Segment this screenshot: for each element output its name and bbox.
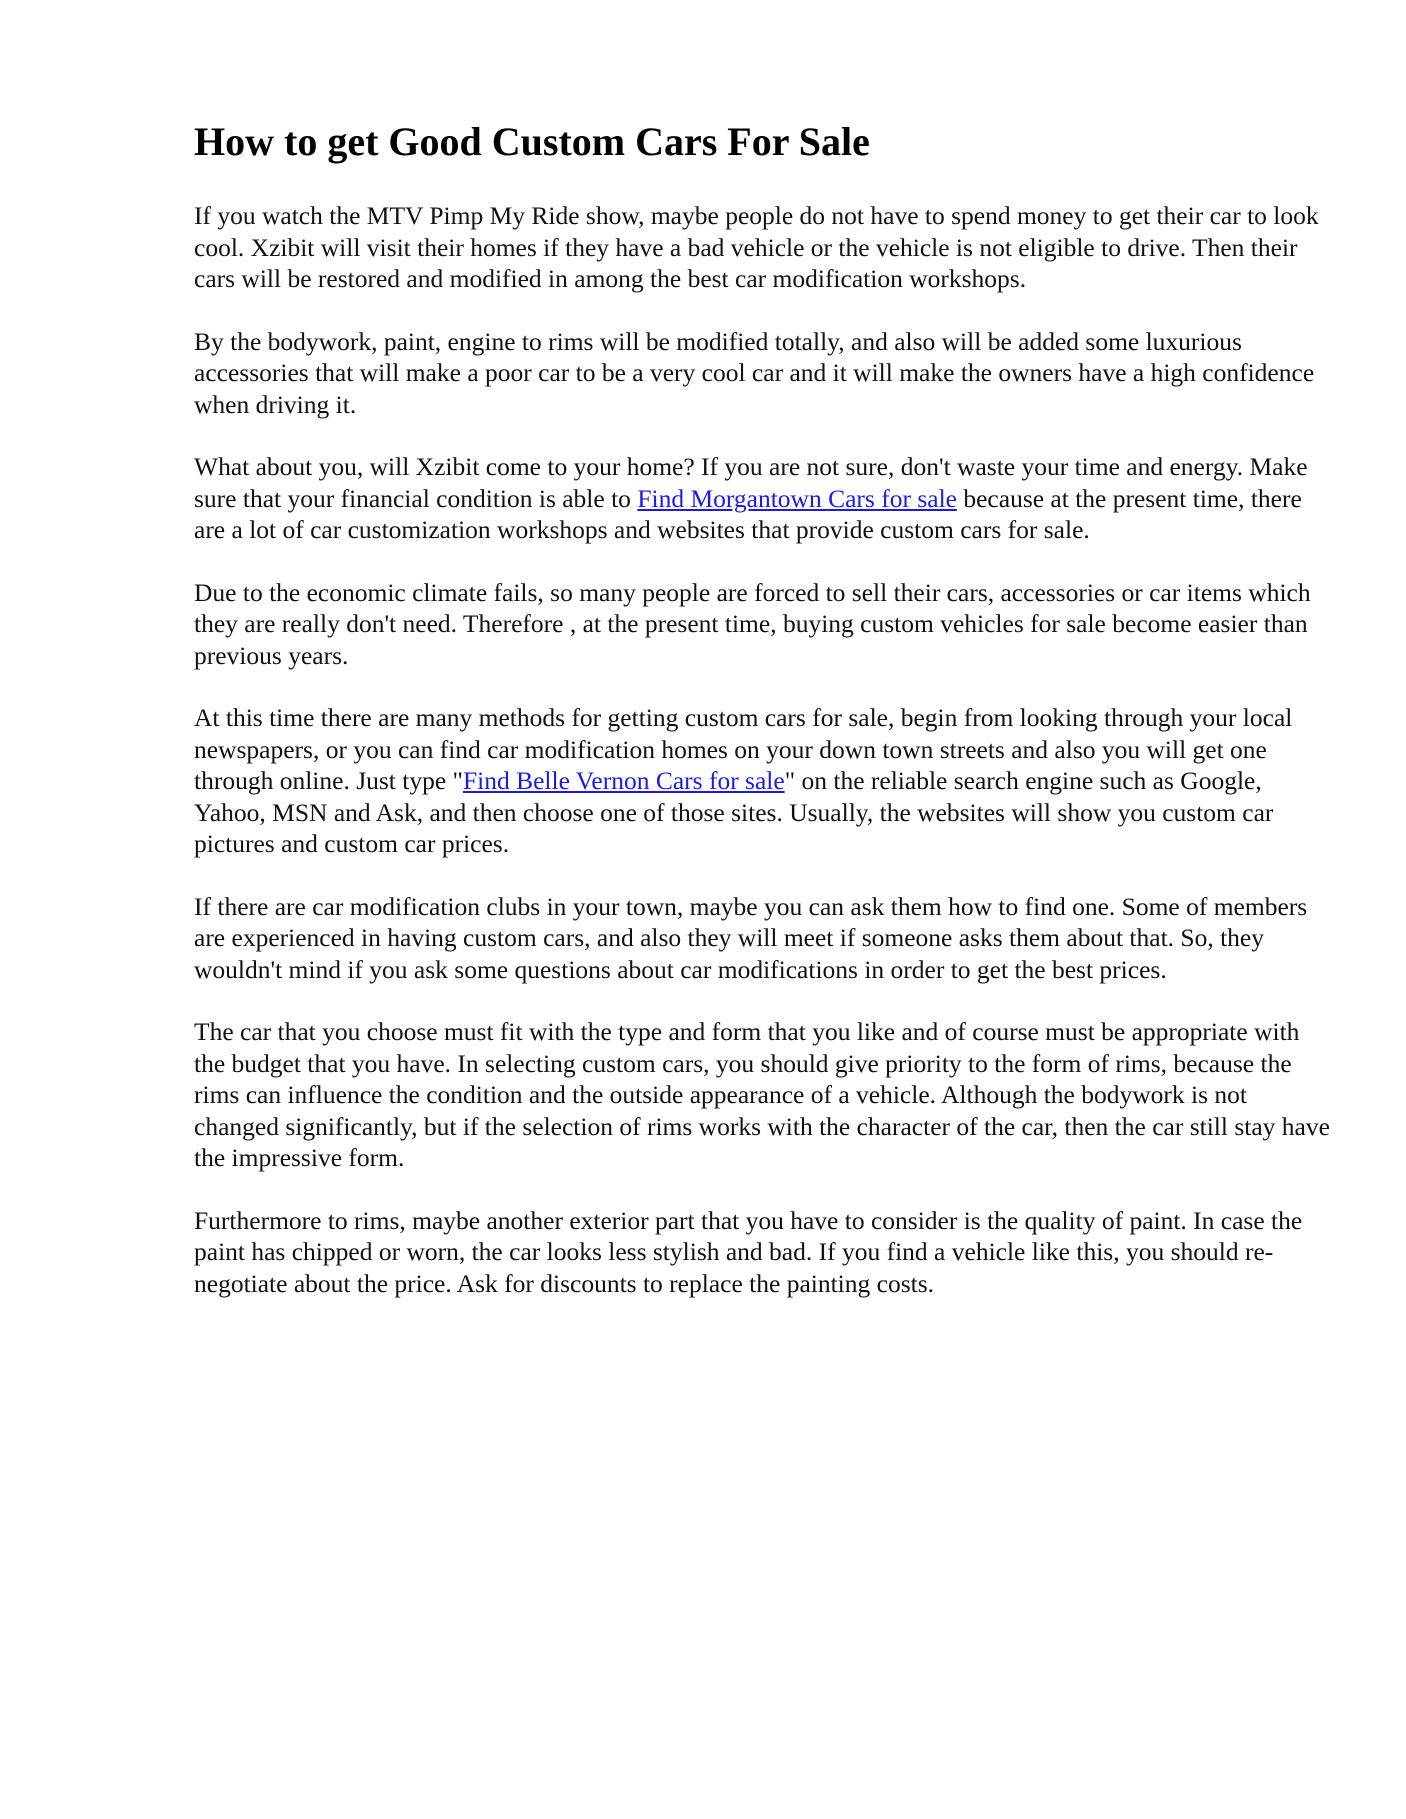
page-title: How to get Good Custom Cars For Sale	[194, 119, 870, 164]
paragraph-3-text-after: because at the present time, there are a lot of car customization workshops and websites that provide custom cars for sale.	[194, 483, 1302, 544]
paragraph-1: If you watch the MTV Pimp My Ride show, maybe people do not have to spend money to get their car to look cool. Xzibit will visit their homes if they have a bad vehicle or the vehicle is not eligible to drive. Then their cars will be restored and modified in among the best car modification workshops.	[194, 201, 1319, 293]
paragraph-2: By the bodywork, paint, engine to rims will be modified totally, and also will be added some luxurious accessories that will make a poor car to be a very cool car and it will make the owners have a high confidence when driving it.	[194, 326, 1315, 419]
paragraph-7: The car that you choose must fit with the type and form that you like and of course must be appropriate with the budget that you have. In selecting custom cars, you should give priority to the form of rims, because the rims can influence the condition and the outside appearance of a vehicle. Although the bodywork is not changed significantly, but if the selection of rims works with the character of the car, then the car still stay have the impressive form.	[194, 1017, 1330, 1172]
paragraph-4: Due to the economic climate fails, so many people are forced to sell their cars, accessories or car items which they are really don't need. Therefore , at the present time, buying custom vehicles for sale become easier than previous years.	[194, 577, 1311, 670]
paragraph-5	[194, 702, 1334, 860]
document-page	[194, 118, 1334, 1330]
paragraph-5-text-after: " on the reliable search engine such as Google, Yahoo, MSN and Ask, and then choose one of those sites. Usually, the websites will show you custom car pictures and custom car prices.	[194, 766, 1274, 858]
link-find-belle-vernon-cars[interactable]: Find Belle Vernon Cars for sale	[462, 766, 785, 795]
link-find-morgantown-cars[interactable]: Find Morgantown Cars for sale	[637, 483, 957, 513]
paragraph-8: Furthermore to rims, maybe another exterior part that you have to consider is the quality of paint. In case the paint has chipped or worn, the car looks less stylish and bad. If you find a vehicle like this, you should re-negotiate about the price. Ask for discounts to replace the painting costs.	[194, 1205, 1303, 1298]
paragraph-6: If there are car modification clubs in your town, maybe you can ask them how to find one. Some of members are experienced in having custom cars, and also they will meet if someone asks them about that. So, they wouldn't mind if you ask some questions about car modifications in order to get the best prices.	[194, 891, 1308, 984]
paragraph-5-text-before: At this time there are many methods for getting custom cars for sale, begin from looking through your local newspapers, or you can find car modification homes on your down town streets and also you will get one through online. Just type "	[194, 703, 1293, 795]
paragraph-3	[194, 451, 1334, 546]
paragraph-3-text-before: What about you, will Xzibit come to your home? If you are not sure, don't waste your time and energy. Make sure that your financial condition is able to	[194, 452, 1308, 513]
